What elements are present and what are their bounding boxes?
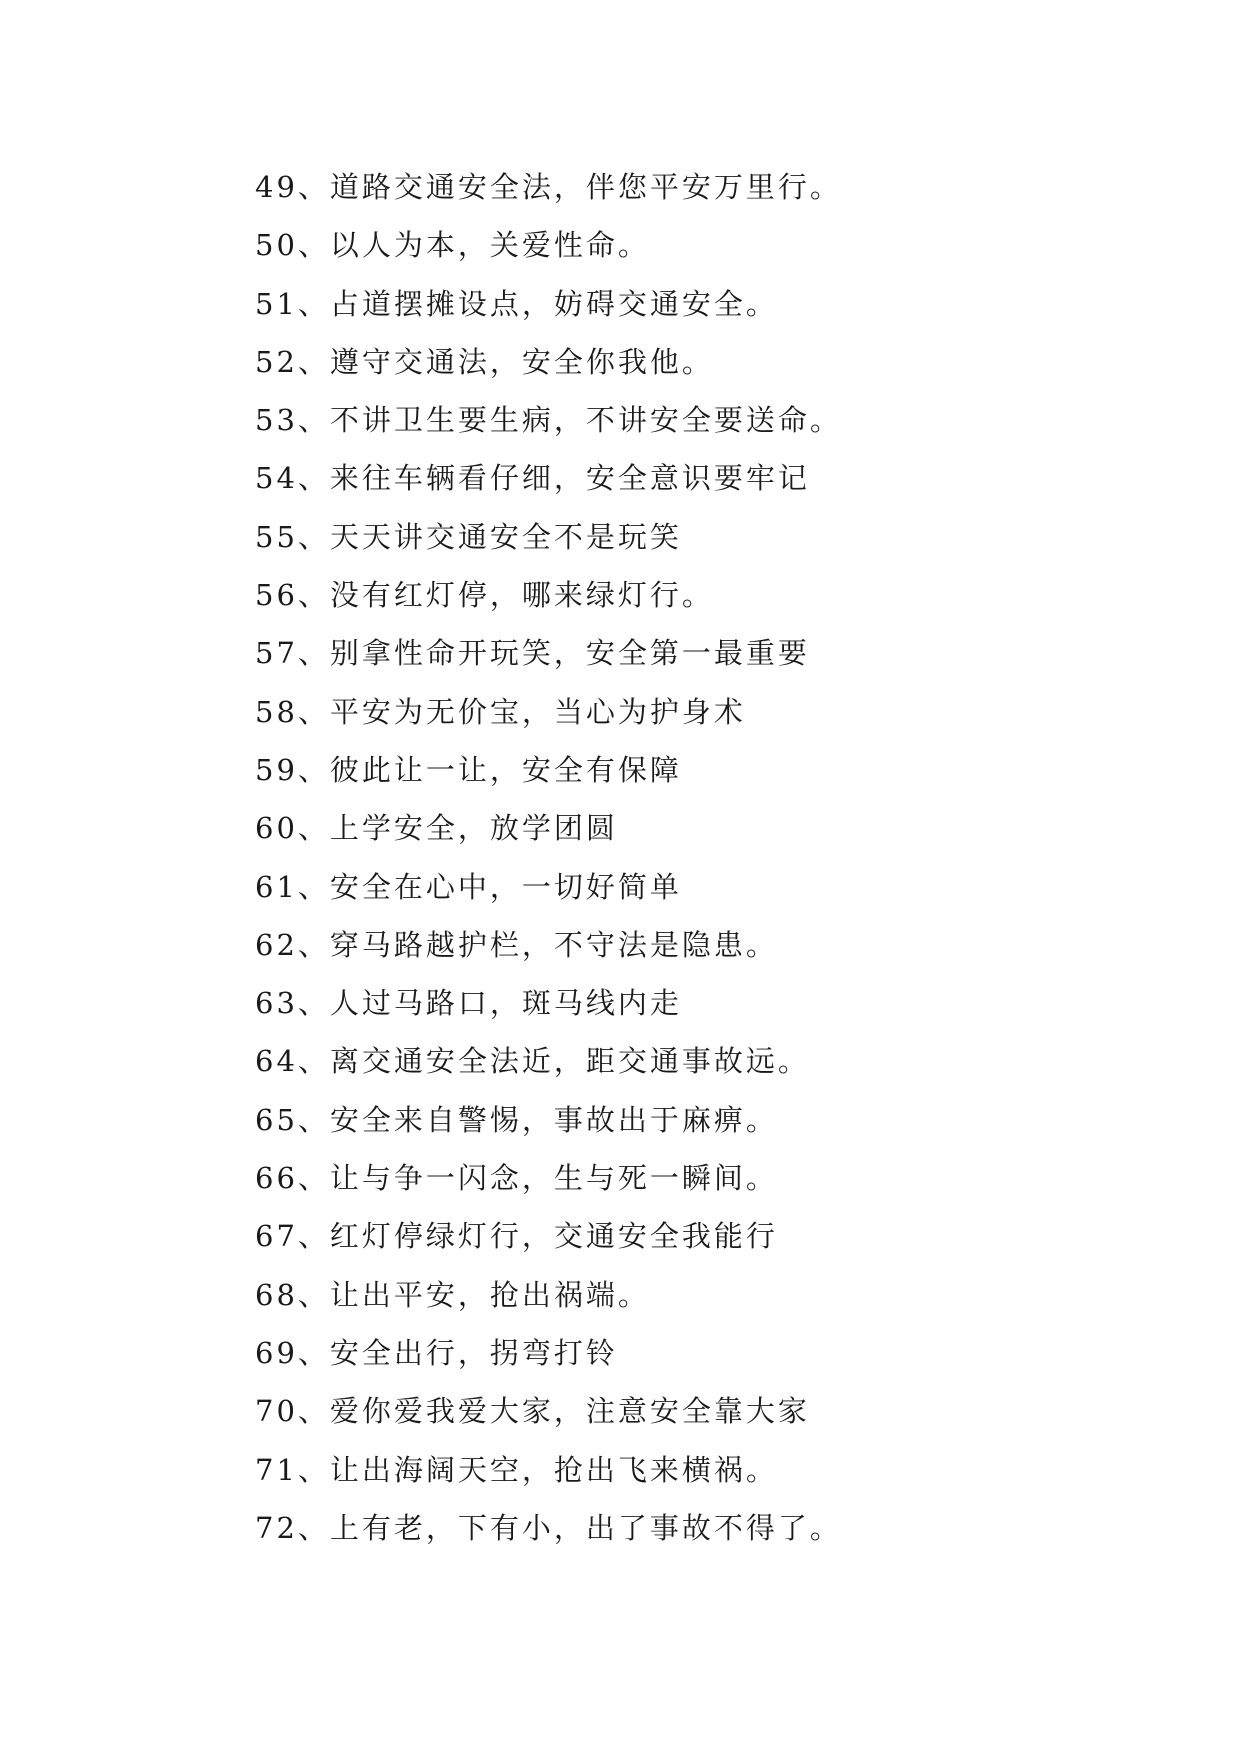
slogan-item-64: 64、离交通安全法近，距交通事故远。	[255, 1044, 810, 1079]
slogan-item-55: 55、天天讲交通安全不是玩笑	[255, 519, 682, 554]
slogan-item-56: 56、没有红灯停，哪来绿灯行。	[255, 578, 714, 613]
slogan-item-67: 67、红灯停绿灯行，交通安全我能行	[255, 1219, 778, 1254]
slogan-item-52: 52、遵守交通法，安全你我他。	[255, 344, 714, 379]
slogan-list	[255, 158, 842, 1557]
slogan-item-71: 71、让出海阔天空，抢出飞来横祸。	[255, 1452, 778, 1487]
slogan-item-70: 70、爱你爱我爱大家，注意安全靠大家	[255, 1394, 810, 1429]
slogan-item-72: 72、上有老，下有小，出了事故不得了。	[255, 1510, 842, 1545]
slogan-item-63: 63、人过马路口，斑马线内走	[255, 986, 682, 1021]
slogan-item-49: 49、道路交通安全法，伴您平安万里行。	[255, 170, 842, 204]
slogan-item-54: 54、来往车辆看仔细，安全意识要牢记	[255, 461, 810, 496]
slogan-item-51: 51、占道摆摊设点，妨碍交通安全。	[255, 286, 778, 321]
slogan-item-65: 65、安全来自警惕，事故出于麻痹。	[255, 1102, 778, 1137]
slogan-item-59: 59、彼此让一让，安全有保障	[255, 752, 682, 787]
slogan-item-61: 61、安全在心中，一切好简单	[255, 869, 682, 904]
slogan-item-69: 69、安全出行，拐弯打铃	[255, 1335, 618, 1370]
slogan-item-66: 66、让与争一闪念，生与死一瞬间。	[255, 1161, 778, 1196]
slogan-item-57: 57、别拿性命开玩笑，安全第一最重要	[255, 636, 810, 671]
slogan-item-60: 60、上学安全，放学团圆	[255, 811, 618, 846]
slogan-item-58: 58、平安为无价宝，当心为护身术	[255, 694, 746, 729]
slogan-item-53: 53、不讲卫生要生病，不讲安全要送命。	[255, 403, 842, 438]
slogan-item-62: 62、穿马路越护栏，不守法是隐患。	[255, 927, 778, 962]
slogan-item-50: 50、以人为本，关爱性命。	[255, 228, 650, 263]
slogan-item-68: 68、让出平安，抢出祸端。	[255, 1277, 650, 1312]
